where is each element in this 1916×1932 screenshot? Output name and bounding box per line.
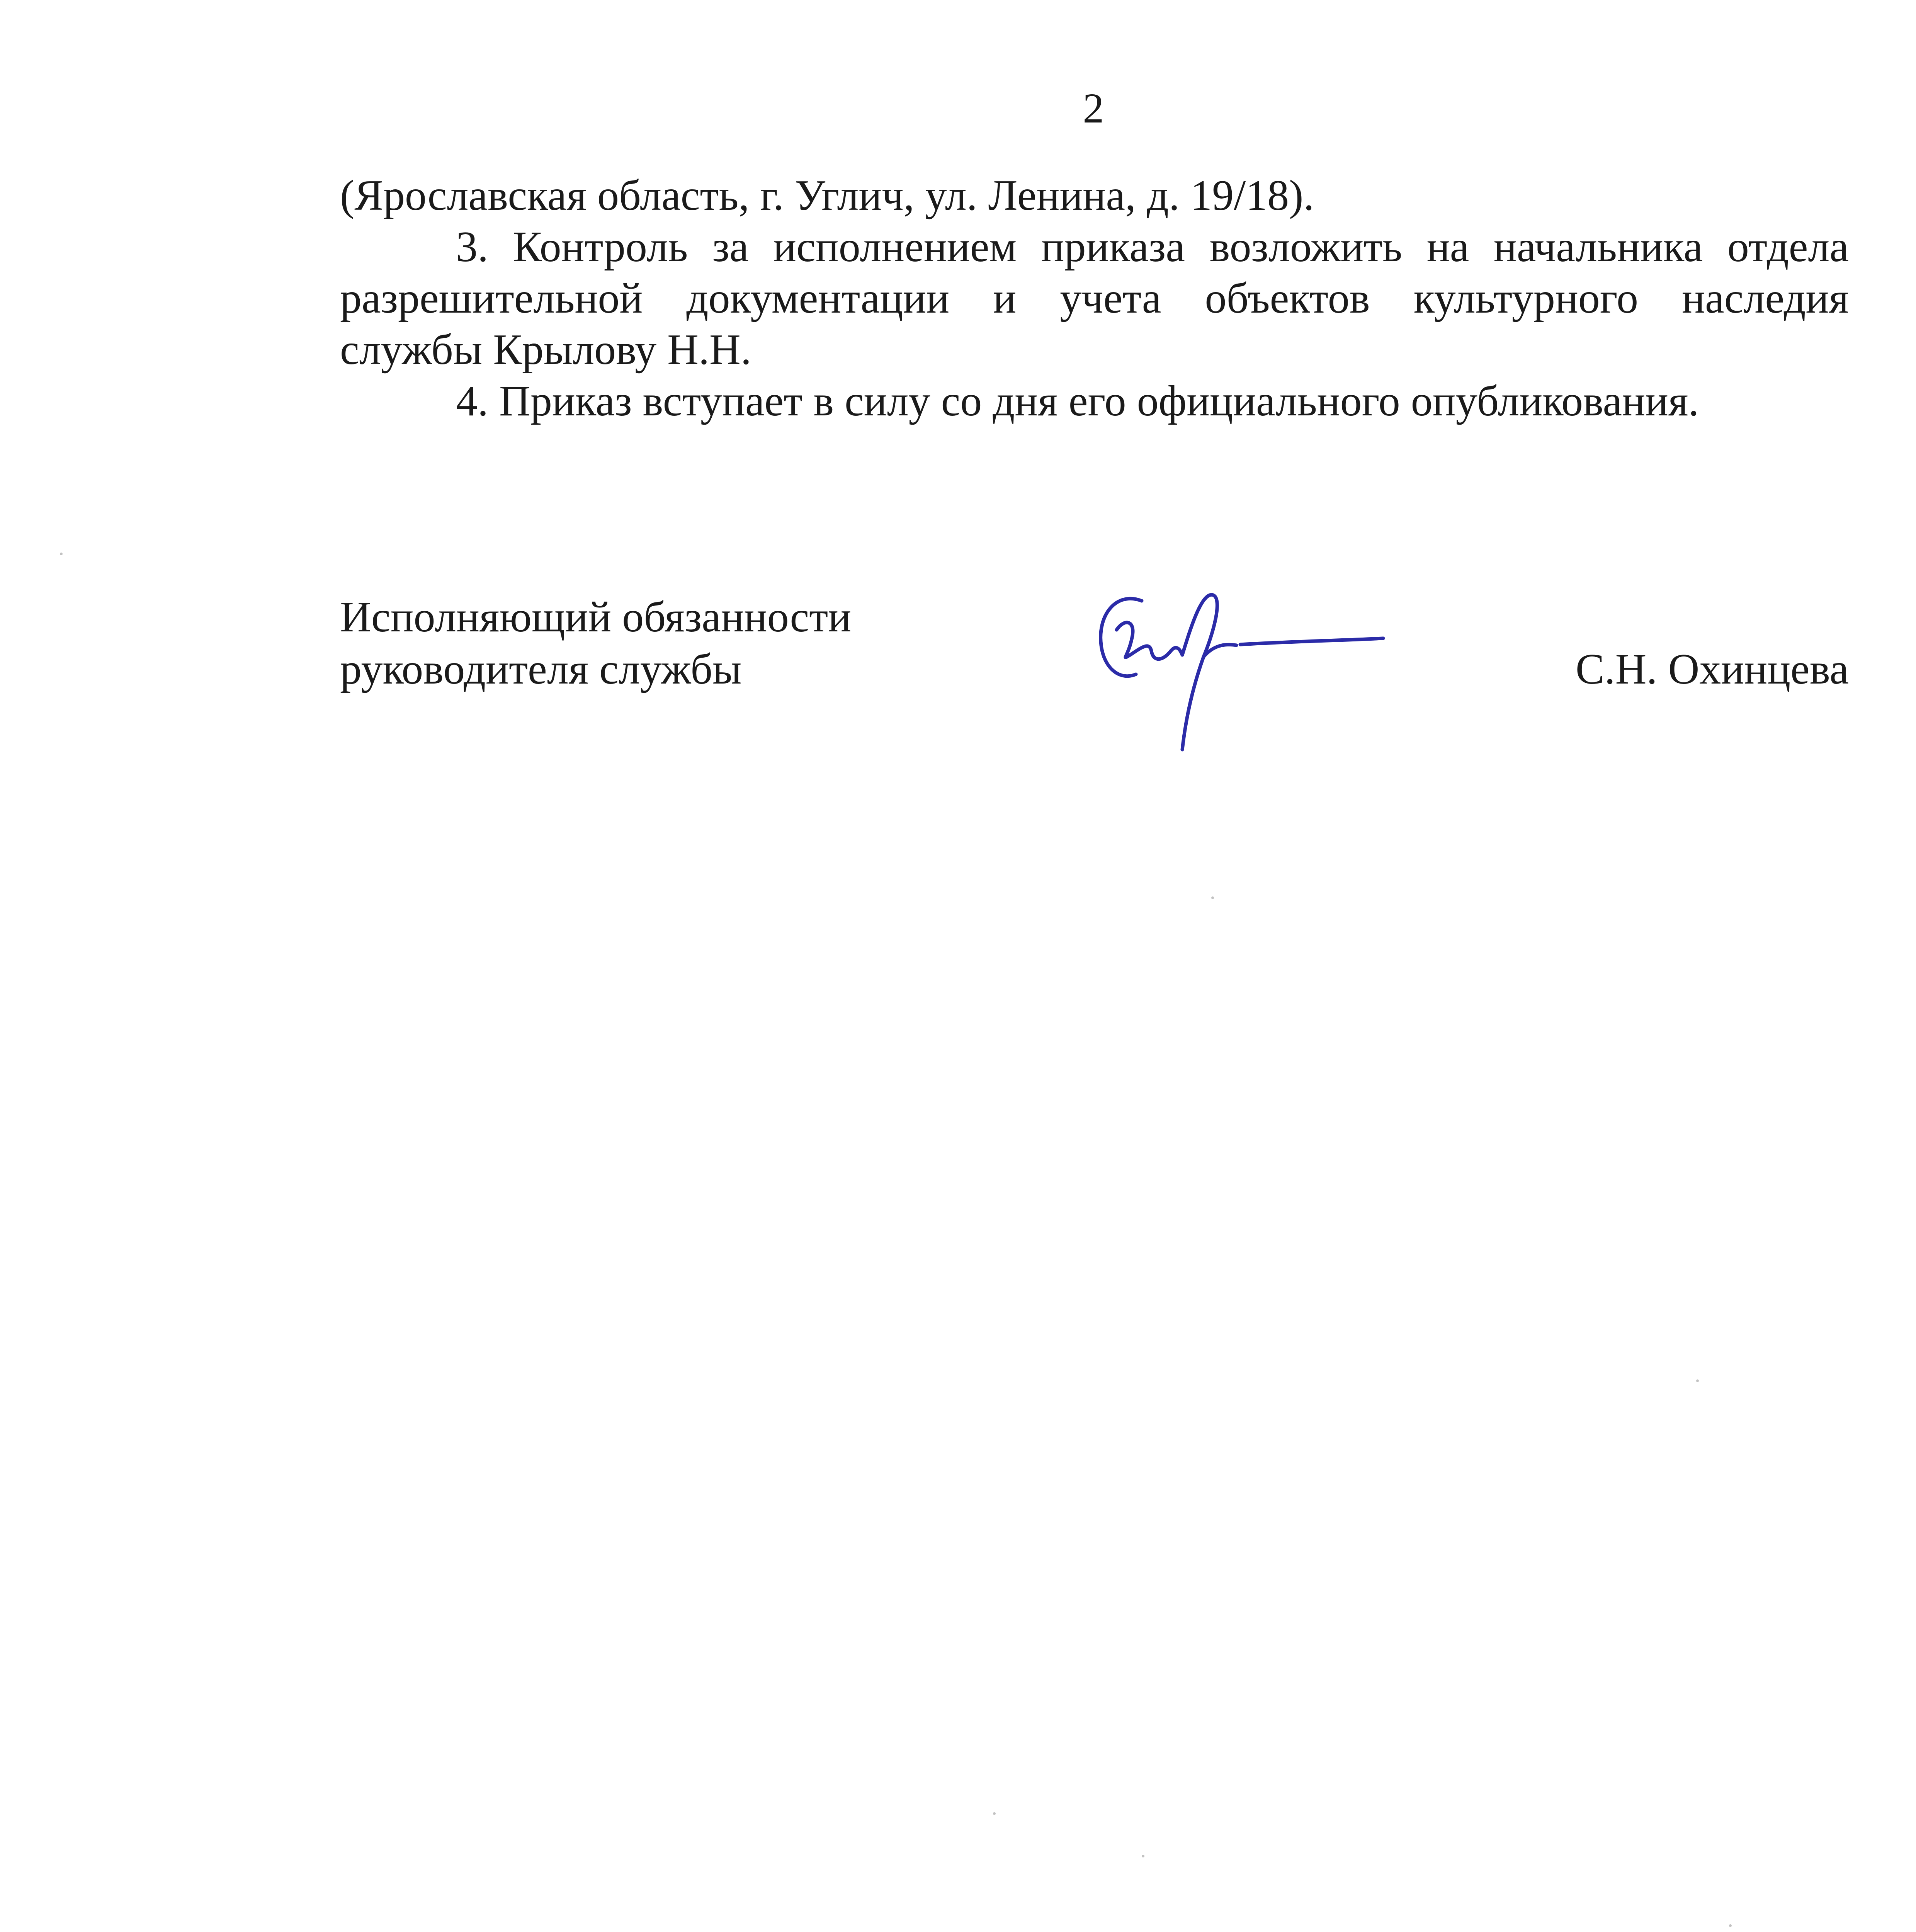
- item-3-line-1: 3. Контроль за исполнением приказа возложить на начальника отдела: [456, 223, 1849, 271]
- scan-speck: [1211, 896, 1214, 899]
- scan-speck: [993, 1812, 996, 1815]
- item-3-line-3: службы Крылову Н.Н.: [340, 326, 751, 374]
- signatory-position: [340, 591, 851, 696]
- page-number: 2: [1083, 85, 1104, 132]
- signature-block: [340, 591, 1849, 808]
- item-3-line-2: разрешительной документации и учета объектов культурного наследия: [340, 274, 1849, 322]
- scan-speck: [1729, 1924, 1732, 1927]
- position-line-1: Исполняющий обязанности: [340, 593, 852, 641]
- item-4: 4. Приказ вступает в силу со дня его официального опубликования.: [456, 377, 1699, 425]
- scan-speck: [1142, 1855, 1144, 1857]
- document-body: [340, 170, 1849, 427]
- position-line-2: руководителя службы: [340, 645, 742, 693]
- scan-speck: [1696, 1379, 1699, 1382]
- address-continuation: (Ярославская область, г. Углич, ул. Ленина, д. 19/18).: [340, 172, 1314, 219]
- handwritten-signature: [1074, 568, 1484, 769]
- scan-speck: [60, 553, 63, 555]
- signatory-name: С.Н. Охинцева: [1575, 645, 1849, 693]
